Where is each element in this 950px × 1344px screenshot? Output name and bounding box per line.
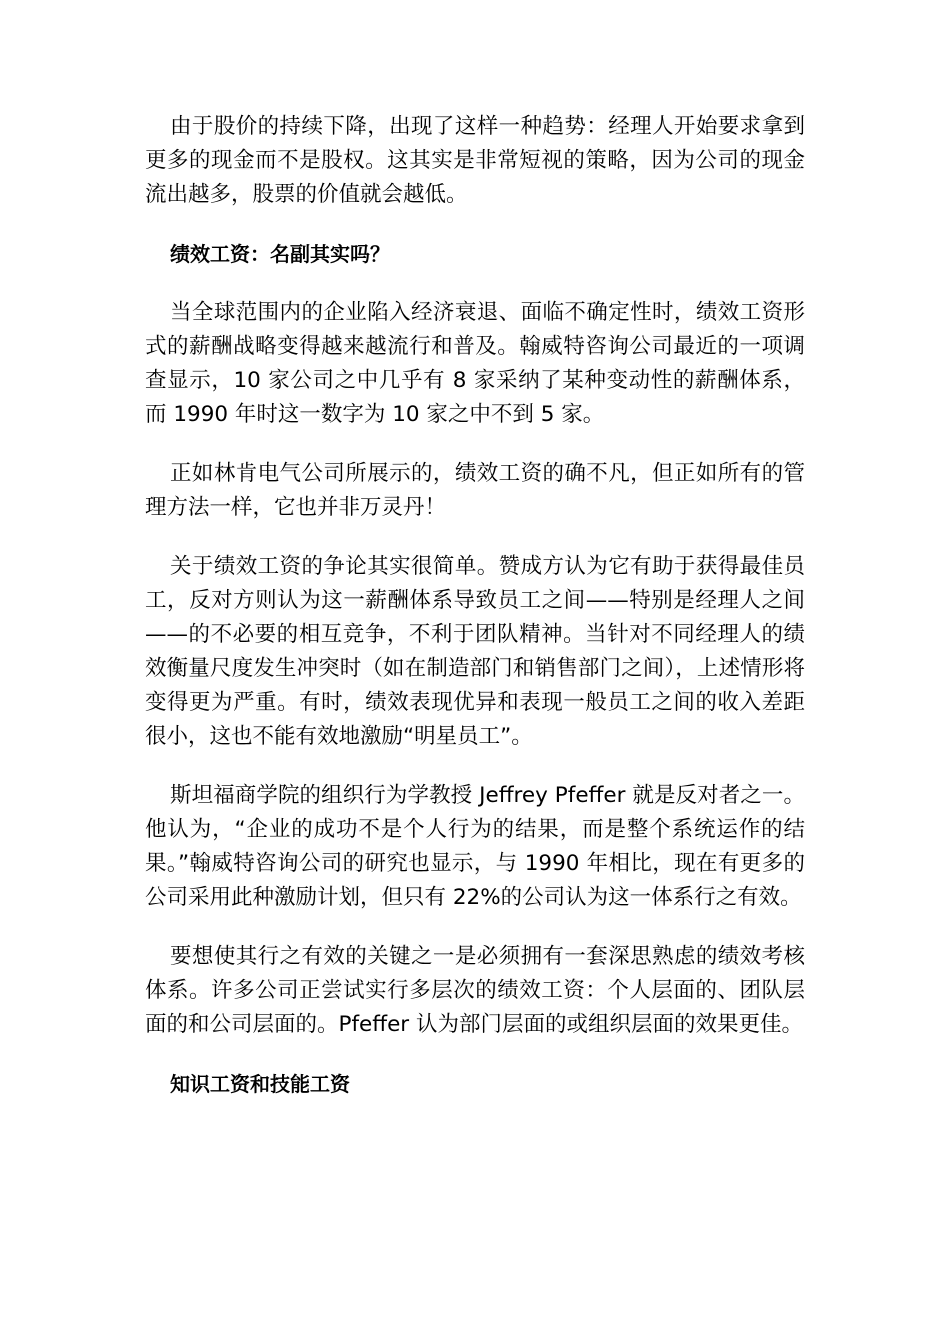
document-page	[145, 110, 805, 1126]
paragraph-lincoln-electric: 正如林肯电气公司所展示的，绩效工资的确不凡，但正如所有的管理方法一样，它也并非万灵丹！	[145, 461, 805, 520]
paragraph-stock-cash-trend: 由于股价的持续下降，出现了这样一种趋势：经理人开始要求拿到更多的现金而不是股权。这其实是非常短视的策略，因为公司的现金流出越多，股票的价值就会越低。	[145, 114, 805, 207]
paragraph-pfeffer-opinion: 斯坦福商学院的组织行为学教授 Jeffrey Pfeffer 就是反对者之一。他认为，“企业的成功不是个人行为的结果，而是整个系统运作的结果。”翰威特咨询公司的研究也显示，与 1990 年相比，现在有更多的公司采用此种激励计划，但只有 22%的公司认为这一体系行之有效。	[145, 783, 805, 910]
section-heading-knowledge-skill-pay: 知识工资和技能工资	[170, 1072, 350, 1096]
paragraph-performance-appraisal: 要想使其行之有效的关键之一是必须拥有一套深思熟虑的绩效考核体系。许多公司正尝试实行多层次的绩效工资：个人层面的、团队层面的和公司层面的。Pfeffer 认为部门层面的或组织层面的效果更佳。	[145, 944, 805, 1037]
paragraph-debate: 关于绩效工资的争论其实很简单。赞成方认为它有助于获得最佳员工，反对方则认为这一薪酬体系导致员工之间——特别是经理人之间——的不必要的相互竞争，不利于团队精神。当针对不同经理人的绩效衡量尺度发生冲突时（如在制造部门和销售部门之间），上述情形将变得更为严重。有时，绩效表现优异和表现一般员工之间的收入差距很小，这也不能有效地激励“明星员工”。	[145, 554, 805, 749]
paragraph-variable-pay-survey: 当全球范围内的企业陷入经济衰退、面临不确定性时，绩效工资形式的薪酬战略变得越来越流行和普及。翰威特咨询公司最近的一项调查显示，10 家公司之中几乎有 8 家采纳了某种变动性的薪酬体系，而 1990 年时这一数字为 10 家之中不到 5 家。	[145, 300, 805, 427]
section-heading-pay-for-performance: 绩效工资：名副其实吗？	[170, 242, 390, 266]
